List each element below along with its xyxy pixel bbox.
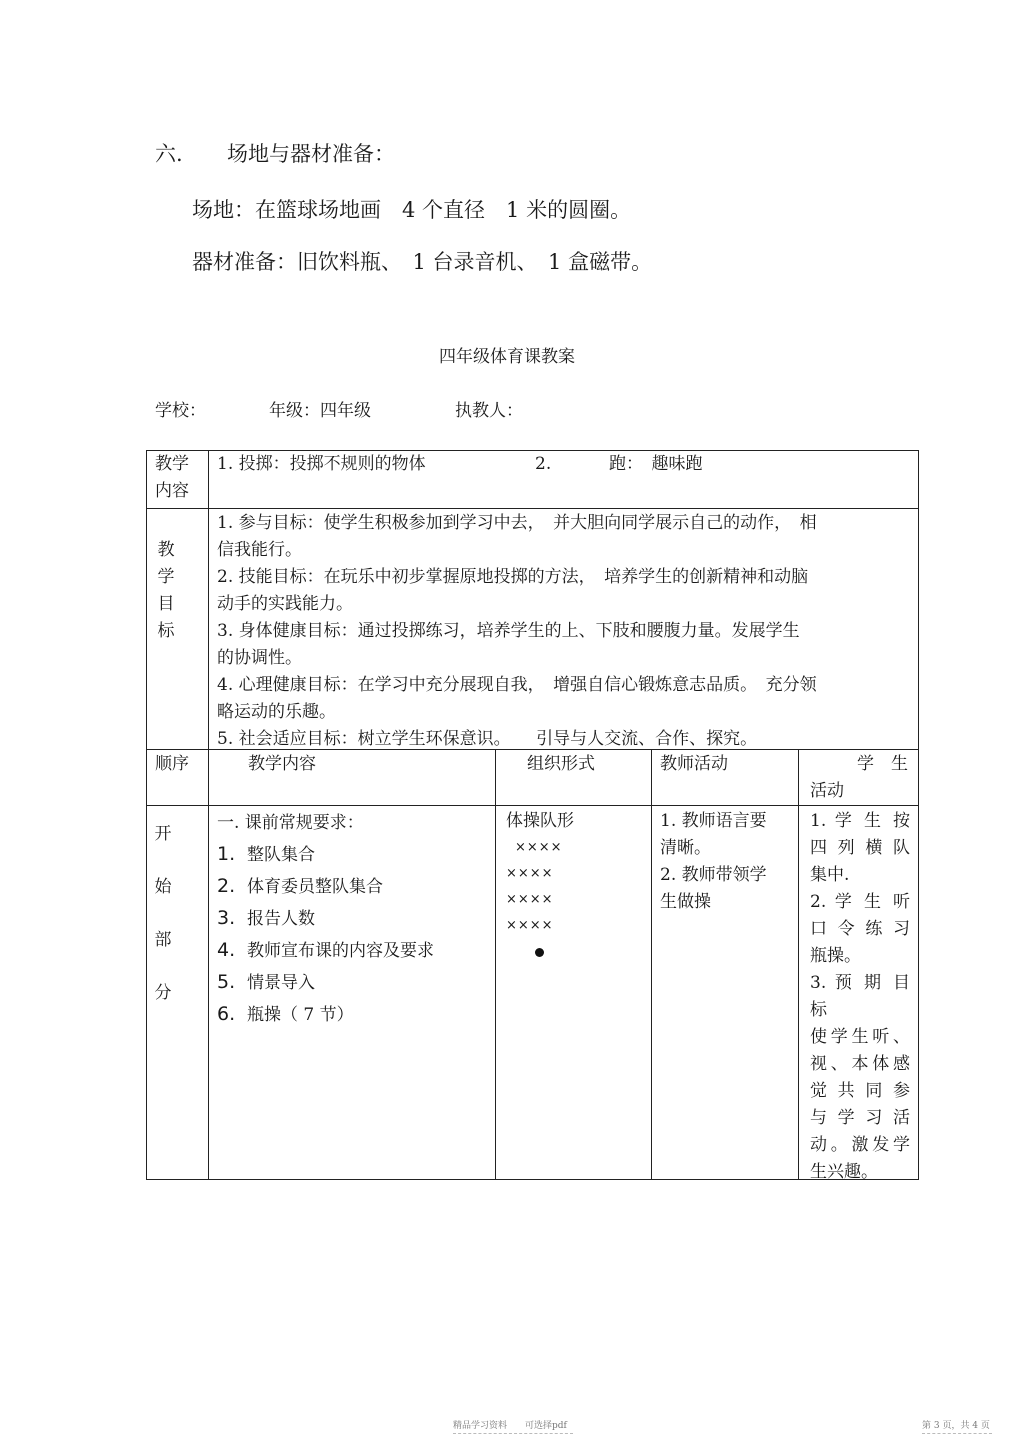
- lesson-title: 四年级体育课教案: [439, 347, 575, 367]
- objective-line: 信我能行。: [217, 540, 302, 560]
- start-part-label: 开 始 部 分: [154, 824, 172, 1003]
- objectives-list: [217, 510, 817, 753]
- content-label: 教学 内容: [155, 454, 189, 501]
- objective-line: 2. 技能目标：在玩乐中初步掌握原地投掷的方法， 培养学生的创新精神和动脑: [217, 567, 809, 587]
- section-number: 六.: [155, 142, 183, 166]
- table-rule: [146, 805, 919, 806]
- header-form: 组织形式: [527, 754, 595, 774]
- list-item: 2. 体育委员整队集合: [217, 875, 383, 897]
- list-item: 4. 教师宣布课的内容及要求: [217, 939, 434, 961]
- formation-row: ××××: [506, 918, 554, 933]
- objective-line: 的协调性。: [217, 648, 302, 668]
- header-order: 顺序: [155, 754, 189, 774]
- content-part1: 1. 投掷：投掷不规则的物体: [217, 454, 426, 474]
- list-item: 3. 报告人数: [217, 907, 315, 929]
- footer-watermark: 精品学习资料 可选择pdf: [453, 1421, 567, 1431]
- teacher-label: 执教人：: [455, 401, 523, 421]
- section-title: 场地与器材准备：: [227, 142, 395, 166]
- table-rule: [651, 749, 652, 1180]
- content-part2: 跑： 趣味跑: [609, 454, 703, 474]
- content-value: [217, 451, 703, 478]
- table-border-left: [146, 450, 147, 1180]
- student-activity: 1. 学 生 按 四 列 横 队 集中. 2. 学 生 听 口 令 练 习 瓶操。 3. 预 期 目 标 使学生听、 视、本体感 觉 共 同 参 与 学 习 活 动。激发学 生兴趣。: [810, 811, 910, 1182]
- objective-line: 3. 身体健康目标：通过投掷练习，培养学生的上、下肢和腰腹力量。发展学生: [217, 621, 800, 641]
- objective-line: 4. 心理健康目标：在学习中充分展现自我， 增强自信心锻炼意志品质。 充分领: [217, 675, 817, 695]
- footer-dash: [453, 1433, 573, 1434]
- teacher-position-dot: [535, 948, 544, 957]
- teacher-activity: 1. 教师语言要 清晰。 2. 教师带领学 生做操: [660, 811, 767, 912]
- header-teacher: 教师活动: [660, 754, 728, 774]
- page-number: 第 3 页，共 4 页: [922, 1421, 990, 1431]
- lesson-meta: [155, 396, 523, 421]
- table-rule: [208, 450, 209, 1180]
- table-border-right: [918, 450, 919, 1180]
- objective-line: 5. 社会适应目标：树立学生环保意识。 引导与人交流、合作、探究。: [217, 729, 758, 749]
- objective-line: 1. 参与目标：使学生积极参加到学习中去， 并大胆向同学展示自己的动作， 相: [217, 513, 817, 533]
- list-item: 6. 瓶操（ 7 节）: [217, 1003, 354, 1025]
- header-student: 学 生 活动: [810, 754, 908, 801]
- table-rule: [146, 508, 919, 509]
- list-item: 1. 整队集合: [217, 843, 315, 865]
- formation-row: ××××: [506, 892, 554, 907]
- objective-line: 略运动的乐趣。: [217, 702, 336, 722]
- footer-dash: [922, 1433, 992, 1434]
- table-rule: [495, 749, 496, 1180]
- start-content: [217, 810, 434, 1031]
- formation-row: ××××: [515, 840, 563, 855]
- formation-row: ××××: [506, 866, 554, 881]
- list-item: 5. 情景导入: [217, 971, 315, 993]
- objective-line: 动手的实践能力。: [217, 594, 353, 614]
- header-content: 教学内容: [248, 754, 316, 774]
- table-border-bottom: [146, 1179, 919, 1180]
- lesson-plan-table: [146, 450, 919, 1180]
- venue-text: 场地：在篮球场地画 4 个直径 1 米的圆圈。: [192, 198, 632, 222]
- school-label: 学校：: [155, 401, 206, 421]
- objectives-label: 教 学 目 标: [157, 540, 175, 641]
- grade-label: 年级：四年级: [269, 401, 371, 421]
- content-part2-number: 2.: [535, 454, 552, 474]
- equipment-text: 器材准备：旧饮料瓶、 1 台录音机、 1 盒磁带。: [192, 250, 653, 274]
- formation: [506, 808, 574, 957]
- section-heading: [155, 138, 395, 168]
- content-heading: 一. 课前常规要求：: [217, 813, 364, 833]
- table-rule: [798, 749, 799, 1180]
- formation-title: 体操队形: [506, 811, 574, 831]
